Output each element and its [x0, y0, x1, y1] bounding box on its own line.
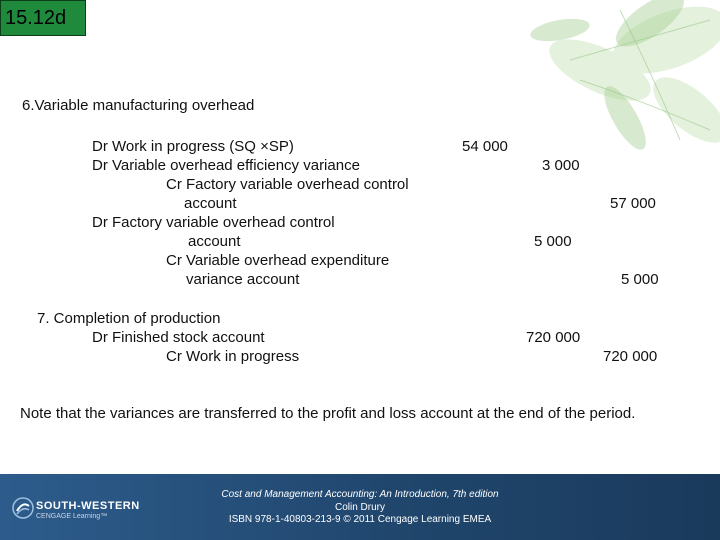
slide-number-tag: 15.12d	[0, 0, 86, 36]
note-text: Note that the variances are transferred to the profit and loss account at the end of the period.	[20, 405, 636, 422]
journal-line: Dr Factory variable overhead control	[92, 214, 335, 231]
debit-amount: 720 000	[526, 329, 581, 346]
book-title: Cost and Management Accounting: An Introduction, 7th edition	[221, 489, 499, 500]
section-7-heading: 7. Completion of production	[37, 310, 221, 327]
journal-line: account	[188, 233, 241, 250]
journal-line: Cr Variable overhead expenditure	[166, 252, 390, 269]
debit-amount: 54 000	[462, 138, 508, 155]
debit-amount: 3 000	[542, 157, 580, 174]
leaf-decoration-image	[420, 0, 720, 150]
book-isbn: ISBN 978-1-40803-213-9 © 2011 Cengage Learning EMEA	[228, 514, 492, 525]
journal-line: Cr Work in progress	[166, 348, 300, 365]
credit-amount: 5 000	[621, 271, 659, 288]
credit-amount: 720 000	[603, 348, 658, 365]
book-author: Colin Drury	[334, 501, 385, 513]
south-western-logo-icon	[12, 497, 34, 519]
journal-line: Dr Work in progress (SQ ×SP)	[92, 138, 294, 155]
journal-line: Dr Variable overhead efficiency variance	[92, 157, 360, 174]
section-6-heading: 6.Variable manufacturing overhead	[22, 97, 255, 114]
credit-amount: 57 000	[610, 195, 656, 212]
publisher-logo-subtitle: CENGAGE Learning™	[36, 513, 108, 520]
journal-line: variance account	[186, 271, 300, 288]
book-citation	[200, 489, 520, 527]
journal-line: Cr Factory variable overhead control	[166, 176, 409, 193]
journal-line: Dr Finished stock account	[92, 329, 265, 346]
debit-amount: 5 000	[534, 233, 572, 250]
journal-line: account	[184, 195, 237, 212]
publisher-logo-name: SOUTH-WESTERN	[36, 500, 140, 512]
